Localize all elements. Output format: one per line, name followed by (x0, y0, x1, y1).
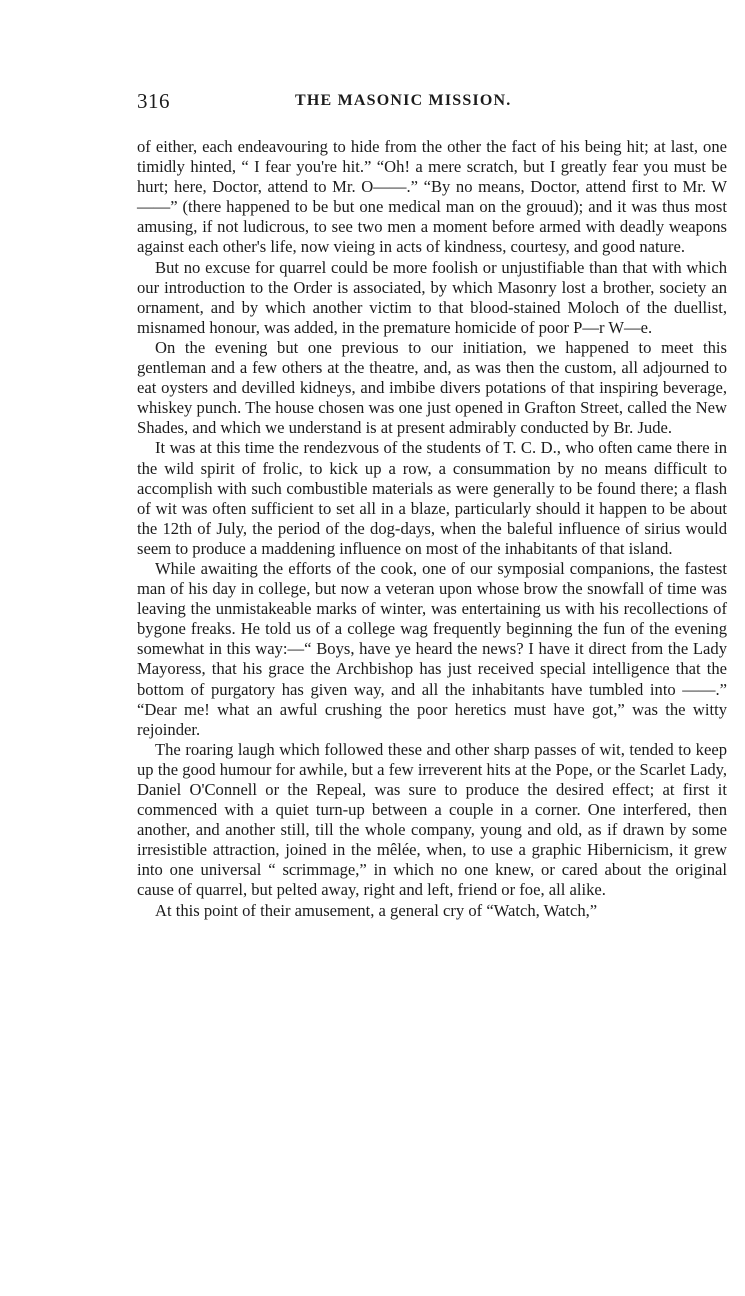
paragraph-2: But no excuse for quarrel could be more foolish or unjustifiable than that with which our introduction to the Order is associated, by which Masonry lost a brother, society an ornament, and by which another victim to that blood-stained Moloch of the duellist, misnamed honour, was added, in the premature homicide of poor P—r W—e. (137, 257, 727, 337)
running-head: THE MASONIC MISSION. (295, 92, 512, 109)
paragraph-5: While awaiting the efforts of the cook, one of our symposial companions, the fastest man of his day in college, but now a veteran upon whose brow the snowfall of time was leaving the unmistakeable marks of winter, was entertaining us with his recollections of bygone freaks. He told us of a college wag frequently beginning the fun of the evening somewhat in this way:—“ Boys, have ye heard the news? I have it direct from the Lady Mayoress, that his grace the Archbishop has just received special intelligence that the bottom of purgatory has given way, and all the inhabitants have tumbled into ——.” “Dear me! what an awful crushing the poor heretics must have got,” was the witty rejoinder. (137, 558, 727, 739)
paragraph-6: The roaring laugh which followed these and other sharp passes of wit, tended to keep up the good humour for awhile, but a few irreverent hits at the Pope, or the Scarlet Lady, Daniel O'Connell or the Repeal, was sure to produce the desired effect; at first it commenced with a quiet turn-up between a couple in a corner. One interfered, then another, and another still, till the whole company, young and old, as if drawn by some irresistible attraction, joined in the mêlée, when, to use a graphic Hibernicism, it grew into one universal “ scrimmage,” in which no one knew, or cared about the original cause of quarrel, but pelted away, right and left, friend or foe, all alike. (137, 739, 727, 900)
body-text (137, 137, 727, 921)
page-number: 316 (137, 89, 170, 113)
paragraph-7: At this point of their amusement, a general cry of “Watch, Watch,” (155, 900, 598, 920)
paragraph-3: On the evening but one previous to our initiation, we happened to meet this gentleman and a few others at the theatre, and, as was then the custom, all adjourned to eat oysters and devilled kidneys, and imbibe divers potations of that inspiring beverage, whiskey punch. The house chosen was one just opened in Grafton Street, called the New Shades, and which we understand is at present admirably conducted by Br. Jude. (137, 337, 727, 438)
paragraph-1: of either, each endeavouring to hide from the other the fact of his being hit; at last, one timidly hinted, “ I fear you're hit.” “Oh! a mere scratch, but I greatly fear you must be hurt; here, Doctor, attend to Mr. O——.” “By no means, Doctor, attend first to Mr. W——” (there happened to be but one medical man on the grouud); and it was thus most amusing, if not ludicrous, to see two men a moment before armed with deadly weapons against each other's life, now vieing in acts of kindness, courtesy, and good nature. (137, 137, 727, 257)
paragraph-4: It was at this time the rendezvous of the students of T. C. D., who often came there in the wild spirit of frolic, to kick up a row, a consummation by no means difficult to accomplish with such combustible materials as were generally to be found there; a flash of wit was often sufficient to set all in a blaze, particularly should it happen to be about the 12th of July, the period of the dog-days, when the baleful influence of sirius would seem to produce a maddening influence on most of the inhabitants of that island. (137, 438, 727, 558)
page-header (137, 89, 727, 115)
